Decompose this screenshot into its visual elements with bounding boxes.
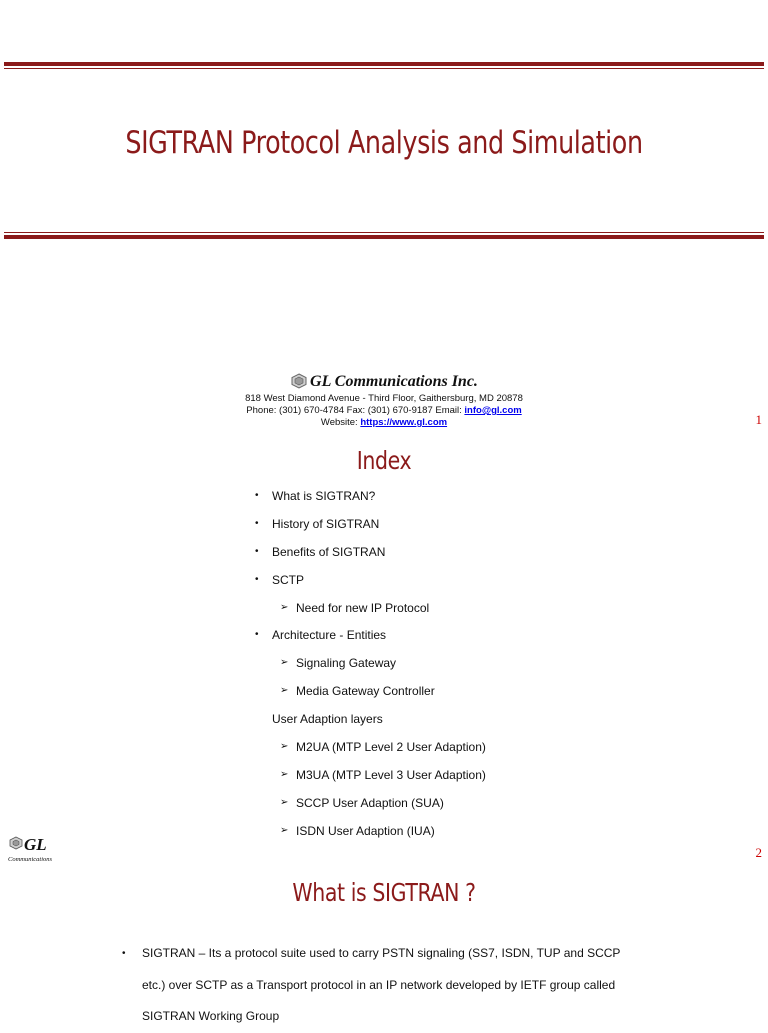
index-list xyxy=(254,486,486,849)
index-item: User Adaption layers xyxy=(272,712,383,727)
index-item: ➢ M3UA (MTP Level 3 User Adaption) xyxy=(254,765,486,793)
index-item: • SCTP xyxy=(254,570,486,598)
top-rule xyxy=(4,62,764,69)
index-item: • What is SIGTRAN? xyxy=(254,486,486,514)
company-name: GL Communications Inc. xyxy=(310,373,478,390)
index-item: • Architecture - Entities xyxy=(254,625,486,653)
index-item: ➢ ISDN User Adaption (IUA) xyxy=(254,821,486,849)
index-item: • History of SIGTRAN xyxy=(254,514,486,542)
gl-logo xyxy=(8,836,60,869)
index-title: Index xyxy=(356,446,412,475)
company-phone-fax: Phone: (301) 670-4784 Fax: (301) 670-9187 Email: xyxy=(246,405,462,416)
index-item: ➢ SCCP User Adaption (SUA) xyxy=(254,793,486,821)
company-name-line xyxy=(0,372,768,393)
company-address: 818 West Diamond Avenue - Third Floor, Gaithersburg, MD 20878 xyxy=(245,393,523,404)
website-label: Website: xyxy=(320,417,358,428)
gl-logo-icon xyxy=(8,836,60,864)
company-block xyxy=(0,372,768,429)
bullet-icon: • xyxy=(122,948,126,959)
paragraph-text: SIGTRAN – Its a protocol suite used to carry PSTN signaling (SS7, ISDN, TUP and SCCP etc.) over SCTP as a Transport protocol in an IP network developed by IETF group called SIGTRAN Working Group xyxy=(142,946,621,1023)
email-link[interactable]: info@gl.com xyxy=(464,405,522,416)
index-item: ➢ Media Gateway Controller xyxy=(254,681,486,709)
gl-globe-icon xyxy=(290,373,308,393)
section-paragraph xyxy=(124,938,644,1033)
page-title: SIGTRAN Protocol Analysis and Simulation xyxy=(125,125,643,161)
section-title: What is SIGTRAN ? xyxy=(292,878,476,907)
website-link[interactable]: https://www.gl.com xyxy=(360,417,448,428)
index-item: ➢ M2UA (MTP Level 2 User Adaption) xyxy=(254,737,486,765)
bottom-rule xyxy=(4,232,764,239)
gl-logo-text: GL xyxy=(24,836,47,854)
page-number-2: 2 xyxy=(755,845,762,860)
company-contact xyxy=(0,405,768,417)
gl-logo-subtext: Communications xyxy=(8,856,53,863)
index-item: ➢ Signaling Gateway xyxy=(254,653,486,681)
company-website xyxy=(0,417,768,429)
index-item: ➢ Need for new IP Protocol xyxy=(254,598,486,626)
page-number-1: 1 xyxy=(755,412,762,427)
index-item: • Benefits of SIGTRAN xyxy=(254,542,486,570)
